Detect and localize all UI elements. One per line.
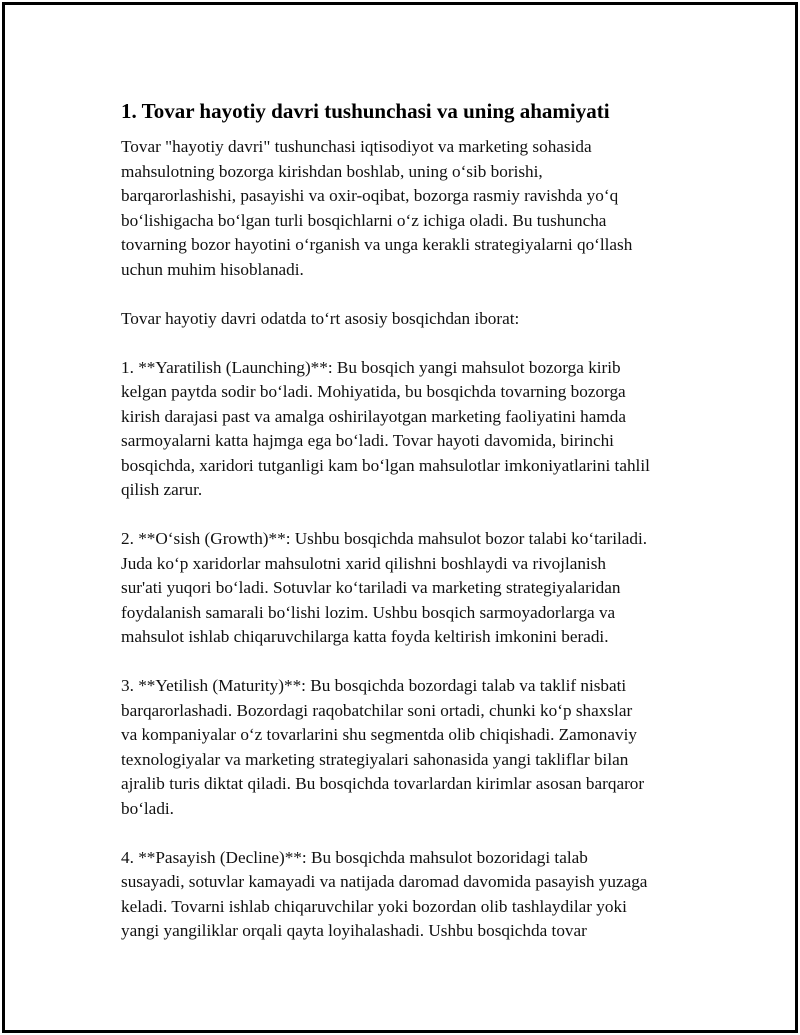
text-line: foydalanish samarali bo‘lishi lozim. Ushbu bosqich sarmoyadorlarga va: [121, 602, 616, 622]
text-line: qilish zarur.: [121, 480, 203, 499]
text-line: 2. **O‘sish (Growth)**: Ushbu bosqichda mahsulot bozor talabi ko‘tariladi.: [121, 529, 648, 548]
section-heading: 1. Tovar hayotiy davri tushunchasi va uning ahamiyati: [121, 99, 610, 123]
text-line: va kompaniyalar o‘z tovarlarini shu segmentda olib chiqishadi. Zamonaviy: [121, 725, 637, 744]
text-line: tovarning bozor hayotini o‘rganish va unga kerakli strategiyalarni qo‘llash: [121, 235, 633, 254]
text-line: kelgan paytda sodir bo‘ladi. Mohiyatida, bu bosqichda tovarning bozorga: [121, 382, 626, 401]
text-line: ajralib turis diktat qiladi. Bu bosqichda tovarlardan kirimlar asosan barqaror: [121, 774, 645, 793]
paragraph-stage-launching: [121, 356, 701, 503]
text-line: 1. **Yaratilish (Launching)**: Bu bosqich yangi mahsulot bozorga kirib: [121, 357, 621, 377]
page-frame: [2, 2, 798, 1033]
text-line: mahsulotning bozorga kirishdan boshlab, uning o‘sib borishi,: [121, 161, 543, 181]
text-line: bo‘lishigacha bo‘lgan turli bosqichlarni o‘z ichiga oladi. Bu tushuncha: [121, 210, 607, 230]
text-line: Tovar "hayotiy davri" tushunchasi iqtisodiyot va marketing sohasida: [121, 137, 592, 156]
text-line: barqarorlashishi, pasayishi va oxir-oqibat, bozorga rasmiy ravishda yo‘q: [121, 186, 619, 205]
text-line: bo‘ladi.: [121, 798, 174, 818]
text-line: 4. **Pasayish (Decline)**: Bu bosqichda mahsulot bozoridagi talab: [121, 847, 588, 867]
text-line: sur'ati yuqori bo‘ladi. Sotuvlar ko‘tariladi va marketing strategiyalaridan: [121, 578, 621, 597]
text-line: mahsulot ishlab chiqaruvchilarga katta foyda keltirish imkonini beradi.: [121, 627, 609, 646]
paragraph-stages-intro: [121, 307, 701, 332]
text-line: kirish darajasi past va amalga oshirilayotgan marketing faoliyatini hamda: [121, 406, 626, 426]
text-line: bosqichda, xaridori tutganligi kam bo‘lgan mahsulotlar imkoniyatlarini tahlil: [121, 455, 650, 475]
text-line: Tovar hayotiy davri odatda to‘rt asosiy bosqichdan iborat:: [121, 308, 520, 328]
text-line: susayadi, sotuvlar kamayadi va natijada daromad davomida pasayish yuzaga: [121, 872, 648, 891]
text-line: 3. **Yetilish (Maturity)**: Bu bosqichda bozordagi talab va taklif nisbati: [121, 676, 627, 695]
paragraph-stage-decline: [121, 846, 701, 944]
text-line: yangi yangiliklar orqali qayta loyihalashadi. Ushbu bosqichda tovar: [121, 921, 587, 940]
paragraph-intro: [121, 135, 701, 282]
text-line: keladi. Tovarni ishlab chiqaruvchilar yoki bozordan olib tashlaydilar yoki: [121, 896, 627, 916]
text-line: sarmoyalarni katta hajmga ega bo‘ladi. Tovar hayoti davomida, birinchi: [121, 431, 614, 450]
paragraph-stage-maturity: [121, 674, 701, 821]
document-body: [121, 97, 701, 968]
text-line: barqarorlashadi. Bozordagi raqobatchilar soni ortadi, chunki ko‘p shaxslar: [121, 700, 633, 720]
text-line: uchun muhim hisoblanadi.: [121, 259, 304, 279]
text-line: texnologiyalar va marketing strategiyalari sahonasida yangi takliflar bilan: [121, 749, 629, 769]
paragraph-stage-growth: [121, 527, 701, 650]
text-line: Juda ko‘p xaridorlar mahsulotni xarid qilishni boshlaydi va rivojlanish: [121, 553, 606, 573]
